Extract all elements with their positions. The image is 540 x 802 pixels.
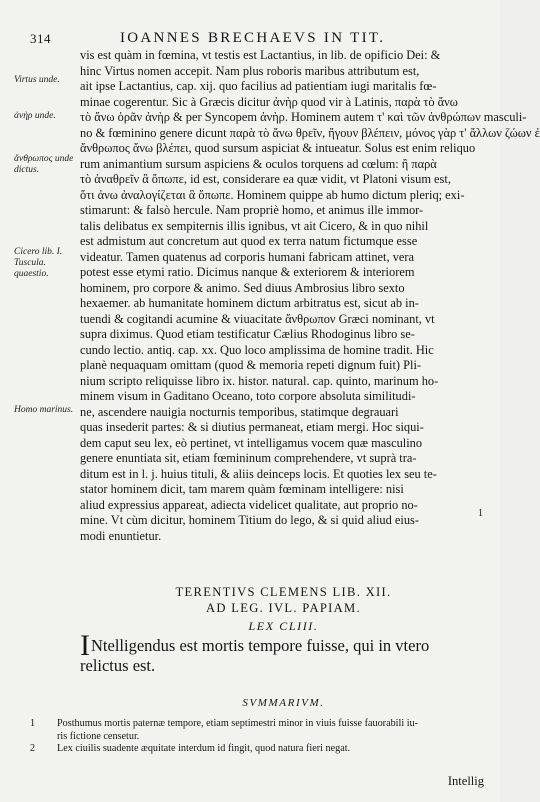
text-line: minem visum in Gaditano Oceano, toto corpore absoluta similitudi-	[80, 389, 416, 403]
margin-note-cicero: Cicero lib. I. Tuscula. quaestio.	[14, 247, 63, 279]
summary-list	[30, 718, 490, 756]
section-title-author: TERENTIVS CLEMENS LIB. XII.	[175, 585, 392, 599]
summary-item	[30, 718, 490, 743]
text-line: stimarunt: & falsò hercule. Nam propriè homo, et animus ille immor-	[80, 203, 424, 217]
text-line: supra diximus. Quod etiam testificatur Cælius Rhodoginus libro se-	[80, 327, 415, 341]
text-line: videatur. Tamen quatenus ad corporis humani fabricam attinet, vera	[80, 249, 415, 264]
right-margin-marker: 1	[478, 508, 483, 519]
text-line: stator hominem dicit, tam marem quàm fœminam intelligere: nisi	[80, 482, 404, 496]
lex-line-2: relictus est.	[80, 656, 156, 675]
text-line: τὸ ἀναθρεῖν ἃ ὄπωπε, id est, considerare ea quæ vidit, vt Platoni visum est,	[80, 172, 451, 186]
lex-line-1	[80, 629, 487, 662]
text-line: ἄνθρωπος ἄνω βλέπει, quod sursum aspiciat & intueatur. Solus est enim reliquo	[80, 141, 476, 155]
text-line: potest esse etymi ratio. Dicimus nanque & exteriorem & interiorem	[80, 265, 415, 279]
text-line: ait ipse Lactantius, cap. xij. quo facilius ad patientiam iugi maritalis fœ-	[80, 79, 437, 93]
text-line: nium scripto reliquisse libro ix. histor. natural. cap. quinto, marinum ho-	[80, 373, 439, 388]
text-line: aliud expressius appareat, adiecta videlicet qualitate, aut proprio no-	[80, 497, 418, 512]
margin-note-virtus: Virtus unde.	[14, 75, 60, 85]
text-line: ὅτι ἀνω ἀναλογίζεται ἃ ὄπωπε. Hominem quippe ab humo dictum pleriq; exi-	[80, 187, 465, 202]
text-line: hexaemer. ab humanitate hominem dictum arbitratus est, sicut ab in-	[80, 296, 419, 310]
summary-item-text: Posthumus mortis paternæ tempore, etiam septimestri minor in viuis fuisse fauorabili iu-	[57, 718, 419, 729]
summary-item	[30, 743, 490, 756]
summary-item-number: 1	[30, 718, 36, 729]
text-line: est admistum aut concretum aut quod ex terra natum fictumque esse	[80, 234, 418, 248]
text-line: quas insederit partes: & si diutius permaneat, etiam mergi. Hoc siqui-	[80, 420, 424, 434]
text-line: no & fœminino genere dicunt παρὰ τὸ ἄνω θρεῖν, ἤγουν βλέπειν, μόνος γὰρ τ' ἄλλων ζώων ἐ	[80, 125, 540, 140]
text-line: ne, ascendere nauigia nocturnis temporibus, statimque degrauari	[80, 404, 399, 419]
text-line: mine. Vt cùm dicitur, hominem Titium do lego, & si quid aliud eius-	[80, 513, 419, 527]
lex-line-1-text: Ntelligendus est mortis tempore fuisse, qui in vtero	[91, 636, 430, 655]
lex-number: LEX CLIII.	[248, 619, 319, 633]
drop-initial: I	[80, 629, 90, 662]
text-line: hominem, pro corpore & animo. Sed diuus Ambrosius libro sexto	[80, 280, 405, 295]
summary-item-text: Lex ciuilis suadente æquitate interdum id fingit, quod natura fieri negat.	[57, 743, 351, 754]
text-line: vis est quàm in fœmina, vt testis est Lactantius, in lib. de opificio Dei: &	[80, 48, 441, 62]
text-line: rum animantium sursum aspiciens & oculos torquens ad cœlum: ἢ παρὰ	[80, 156, 437, 171]
margin-note-homo-marinus: Homo marinus.	[14, 405, 74, 415]
section-title-law: AD LEG. IVL. PAPIAM.	[206, 601, 361, 615]
margin-note-anthropos: ἄνθρωπος unde dictus.	[14, 154, 74, 175]
text-line: τὸ ἄνω ὁρᾶν ἀνὴρ & per Syncopem ἀνὴρ. Hominem autem τ' καὶ τῶν ἀνθρώπων masculi-	[80, 110, 527, 124]
text-line: ditum est in l. j. huius tituli, & aliis deinceps locis. Et quoties lex seu te-	[80, 466, 437, 481]
lex-text	[80, 629, 487, 676]
page-number: 314	[30, 31, 51, 46]
text-line: tuendi & cogitandi acumine & viuacitate ἄνθρωπον Græci nominant, vt	[80, 311, 435, 326]
text-line: genere enuntiata sit, etiam fœmininum comprehendere, vt suprà tra-	[80, 451, 417, 465]
commentary-text	[80, 48, 540, 544]
summary-item-number: 2	[30, 743, 36, 754]
catchword: Intellig	[447, 774, 484, 788]
text-line: cundo lectio. antiq. cap. xx. Quo loco amplissima de homine tradit. Hic	[80, 342, 434, 357]
text-line: talis delibatus ex sempiternis illis ignibus, vt ait Cicero, & in quo nihil	[80, 218, 429, 233]
summarium-heading: SVMMARIVM.	[242, 697, 325, 709]
text-line: modi enuntietur.	[80, 528, 162, 543]
running-head: IOANNES BRECHAEVS IN TIT.	[120, 30, 386, 46]
text-line: minae cogerentur. Sic à Græcis dicitur ἀνὴρ quod vir à Latinis, παρὰ τὸ ἄνω	[80, 94, 458, 109]
summary-item-text-cont: ris fictione censetur.	[57, 730, 140, 742]
text-line: dem caput seu lex, eò pertinet, vt intelligamus vocem quæ masculino	[80, 435, 423, 450]
text-line: planè nequaquam omittam (quod & memoria repeti dignum fuit) Pli-	[80, 358, 422, 372]
text-line: hinc Virtus nomen accepit. Nam plus roboris maribus attributum est,	[80, 63, 420, 78]
margin-note-aner: ἀνὴρ unde.	[14, 111, 56, 121]
